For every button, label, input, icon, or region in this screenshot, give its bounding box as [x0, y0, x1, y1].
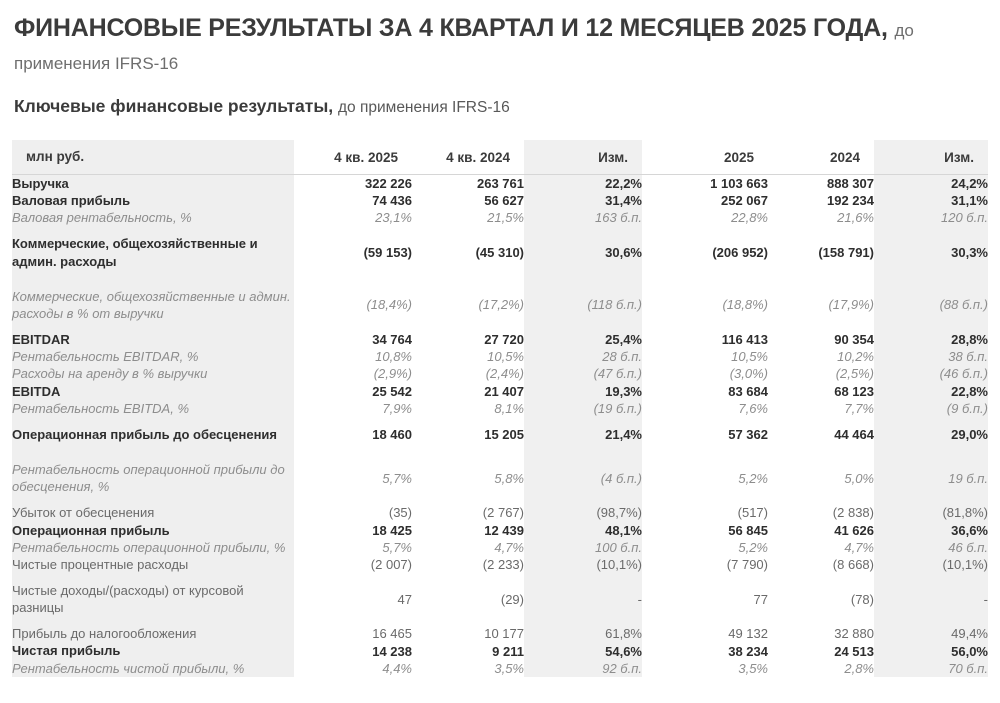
column-header-q4-2025: 4 кв. 2025 — [294, 140, 412, 175]
row-value: 31,1% — [874, 192, 988, 209]
row-value: 48,1% — [524, 522, 642, 539]
table-row — [12, 365, 988, 382]
row-value: (10,1%) — [874, 556, 988, 573]
row-value: (2,4%) — [485, 366, 524, 382]
row-label: Коммерческие, общехозяйственные и админ. расходы — [12, 226, 294, 278]
row-value: 30,3% — [874, 226, 988, 278]
row-value: 56,0% — [874, 642, 988, 659]
row-value: (45 310) — [475, 245, 524, 261]
row-value: 46 б.п. — [874, 539, 988, 556]
row-value: (2 233) — [482, 556, 524, 572]
row-value: (158 791) — [818, 245, 874, 261]
row-value: - — [874, 573, 988, 625]
row-value: 34 764 — [372, 332, 412, 348]
row-value: (8 668) — [832, 556, 874, 572]
page-title — [14, 12, 986, 77]
row-label: Валовая прибыль — [12, 192, 294, 209]
column-header-2025: 2025 — [642, 140, 768, 175]
row-value: 10,2% — [837, 349, 874, 365]
section-subtitle-main: Ключевые финансовые результаты, — [14, 96, 334, 116]
table-row — [12, 192, 988, 209]
row-label: Чистые доходы/(расходы) от курсовой разницы — [12, 573, 294, 625]
row-value: (206 952) — [712, 245, 768, 261]
row-value: 19,3% — [524, 383, 642, 400]
row-value: 38 б.п. — [874, 348, 988, 365]
row-value: 5,2% — [738, 470, 768, 486]
row-label: Рентабельность операционной прибыли, % — [12, 539, 294, 556]
row-value: 36,6% — [874, 522, 988, 539]
table-row — [12, 417, 988, 452]
row-value: 7,7% — [844, 400, 874, 416]
row-value: 21,5% — [487, 210, 524, 226]
row-value: 38 234 — [728, 643, 768, 659]
row-value: 2,8% — [844, 660, 874, 676]
row-value: (18,8%) — [722, 297, 768, 313]
row-value: 56 627 — [484, 193, 524, 209]
row-value: 18 460 — [372, 426, 412, 442]
row-value: (78) — [850, 591, 874, 607]
table-row — [12, 522, 988, 539]
row-value: (17,9%) — [828, 297, 874, 313]
table-body — [12, 175, 988, 677]
row-value: 14 238 — [372, 643, 412, 659]
row-value: 888 307 — [827, 176, 874, 192]
row-value: 22,8% — [874, 383, 988, 400]
row-value: (4 б.п.) — [524, 452, 642, 504]
row-value: 32 880 — [834, 626, 874, 642]
financial-table-container — [12, 140, 988, 677]
row-value: 54,6% — [524, 642, 642, 659]
row-value: (29) — [500, 591, 524, 607]
table-row — [12, 660, 988, 677]
row-label: Рентабельность EBITDA, % — [12, 400, 294, 417]
row-label: Выручка — [12, 175, 294, 193]
row-value: 77 — [753, 591, 768, 607]
row-label: Операционная прибыль — [12, 522, 294, 539]
row-value: (19 б.п.) — [524, 400, 642, 417]
row-value: 90 354 — [834, 332, 874, 348]
row-label: Коммерческие, общехозяйственные и админ. расходы в % от выручки — [12, 279, 294, 331]
row-value: 74 436 — [372, 193, 412, 209]
row-value: 192 234 — [827, 193, 874, 209]
table-row — [12, 539, 988, 556]
row-value: 56 845 — [728, 522, 768, 538]
row-value: 10,5% — [731, 349, 768, 365]
row-value: (2 838) — [832, 505, 874, 521]
row-value: (9 б.п.) — [874, 400, 988, 417]
row-value: 1 103 663 — [710, 176, 768, 192]
row-value: 61,8% — [524, 625, 642, 642]
financial-results-table — [12, 140, 988, 677]
row-value: 68 123 — [834, 383, 874, 399]
table-row — [12, 331, 988, 348]
table-row — [12, 383, 988, 400]
row-value: 25,4% — [524, 331, 642, 348]
page-title-main: ФИНАНСОВЫЕ РЕЗУЛЬТАТЫ ЗА 4 КВАРТАЛ И 12 МЕСЯЦЕВ 2025 ГОДА, — [14, 14, 888, 42]
table-row — [12, 400, 988, 417]
row-value: 3,5% — [738, 660, 768, 676]
row-value: 5,2% — [738, 539, 768, 555]
row-label: Рентабельность EBITDAR, % — [12, 348, 294, 365]
row-value: 4,7% — [844, 539, 874, 555]
table-header-row — [12, 140, 988, 175]
row-value: 5,0% — [844, 470, 874, 486]
row-value: 4,4% — [382, 660, 412, 676]
table-row — [12, 556, 988, 573]
table-row — [12, 573, 988, 625]
row-value: 19 б.п. — [874, 452, 988, 504]
row-value: 29,0% — [874, 417, 988, 452]
row-value: (3,0%) — [729, 366, 768, 382]
row-value: 10 177 — [484, 626, 524, 642]
row-value: 21 407 — [484, 383, 524, 399]
row-label: Операционная прибыль до обесценения — [12, 417, 294, 452]
row-value: 70 б.п. — [874, 660, 988, 677]
row-value: 263 761 — [477, 176, 524, 192]
row-value: 27 720 — [484, 332, 524, 348]
row-label: Валовая рентабельность, % — [12, 209, 294, 226]
row-value: 21,6% — [837, 210, 874, 226]
row-value: (98,7%) — [524, 504, 642, 521]
row-value: 163 б.п. — [524, 209, 642, 226]
section-subtitle-note: до применения IFRS-16 — [338, 99, 510, 116]
row-value: 116 413 — [721, 332, 768, 348]
row-label: Прибыль до налогообложения — [12, 625, 294, 642]
column-header-units: млн руб. — [12, 140, 294, 175]
row-value: 252 067 — [721, 193, 768, 209]
table-row — [12, 625, 988, 642]
row-value: 10,8% — [375, 349, 412, 365]
row-value: 8,1% — [494, 400, 524, 416]
row-value: 5,7% — [382, 470, 412, 486]
row-value: (2,9%) — [373, 366, 412, 382]
row-value: 57 362 — [728, 426, 768, 442]
row-label: Чистые процентные расходы — [12, 556, 294, 573]
row-value: 4,7% — [494, 539, 524, 555]
row-value: 18 425 — [372, 522, 412, 538]
row-value: (35) — [388, 505, 412, 521]
table-row — [12, 279, 988, 331]
row-value: 44 464 — [834, 426, 874, 442]
row-value: 120 б.п. — [874, 209, 988, 226]
table-row — [12, 175, 988, 193]
section-subtitle — [14, 96, 986, 118]
page-title-note: до применения IFRS-16 — [14, 21, 914, 73]
row-label: EBITDAR — [12, 331, 294, 348]
column-header-change-year: Изм. — [874, 140, 988, 175]
row-value: (517) — [737, 505, 768, 521]
row-value: (2,5%) — [835, 366, 874, 382]
row-value: (7 790) — [726, 556, 768, 572]
row-value: 24 513 — [834, 643, 874, 659]
row-value: 83 684 — [728, 383, 768, 399]
row-value: (18,4%) — [366, 297, 412, 313]
row-value: - — [524, 573, 642, 625]
table-header — [12, 140, 988, 175]
row-value: 7,6% — [738, 400, 768, 416]
row-value: 22,8% — [731, 210, 768, 226]
row-value: 49 132 — [728, 626, 768, 642]
row-value: 3,5% — [494, 660, 524, 676]
row-value: 322 226 — [365, 176, 412, 192]
table-row — [12, 642, 988, 659]
row-label: Чистая прибыль — [12, 642, 294, 659]
row-value: (59 153) — [363, 245, 412, 261]
row-value: 92 б.п. — [524, 660, 642, 677]
row-value: (10,1%) — [524, 556, 642, 573]
row-value: 16 465 — [372, 626, 412, 642]
row-value: 100 б.п. — [524, 539, 642, 556]
row-value: 25 542 — [372, 383, 412, 399]
row-value: (17,2%) — [478, 297, 524, 313]
row-value: (81,8%) — [874, 504, 988, 521]
row-label: Рентабельность операционной прибыли до обесценения, % — [12, 452, 294, 504]
row-value: 28,8% — [874, 331, 988, 348]
row-value: 23,1% — [375, 210, 412, 226]
row-value: (2 767) — [482, 505, 524, 521]
table-row — [12, 348, 988, 365]
table-row — [12, 209, 988, 226]
row-value: (2 007) — [370, 556, 412, 572]
row-value: (47 б.п.) — [524, 365, 642, 382]
row-value: (88 б.п.) — [874, 279, 988, 331]
row-value: 28 б.п. — [524, 348, 642, 365]
row-value: 5,7% — [382, 539, 412, 555]
table-row — [12, 452, 988, 504]
row-label: Убыток от обесценения — [12, 504, 294, 521]
row-value: 10,5% — [487, 349, 524, 365]
title-block — [0, 0, 1000, 118]
row-label: Рентабельность чистой прибыли, % — [12, 660, 294, 677]
row-value: 47 — [397, 591, 412, 607]
row-value: 49,4% — [874, 625, 988, 642]
table-row — [12, 504, 988, 521]
row-value: 7,9% — [382, 400, 412, 416]
row-label: EBITDA — [12, 383, 294, 400]
column-header-q4-2024: 4 кв. 2024 — [412, 140, 524, 175]
row-value: 21,4% — [524, 417, 642, 452]
column-header-change-quarter: Изм. — [524, 140, 642, 175]
row-value: 9 211 — [492, 643, 524, 659]
row-value: 30,6% — [524, 226, 642, 278]
row-value: 31,4% — [524, 192, 642, 209]
row-value: (118 б.п.) — [524, 279, 642, 331]
row-value: 22,2% — [524, 175, 642, 193]
table-row — [12, 226, 988, 278]
row-value: 5,8% — [494, 470, 524, 486]
row-value: 12 439 — [484, 522, 524, 538]
row-value: (46 б.п.) — [874, 365, 988, 382]
row-label: Расходы на аренду в % выручки — [12, 365, 294, 382]
row-value: 24,2% — [874, 175, 988, 193]
column-header-2024: 2024 — [768, 140, 874, 175]
row-value: 15 205 — [484, 426, 524, 442]
row-value: 41 626 — [834, 522, 874, 538]
